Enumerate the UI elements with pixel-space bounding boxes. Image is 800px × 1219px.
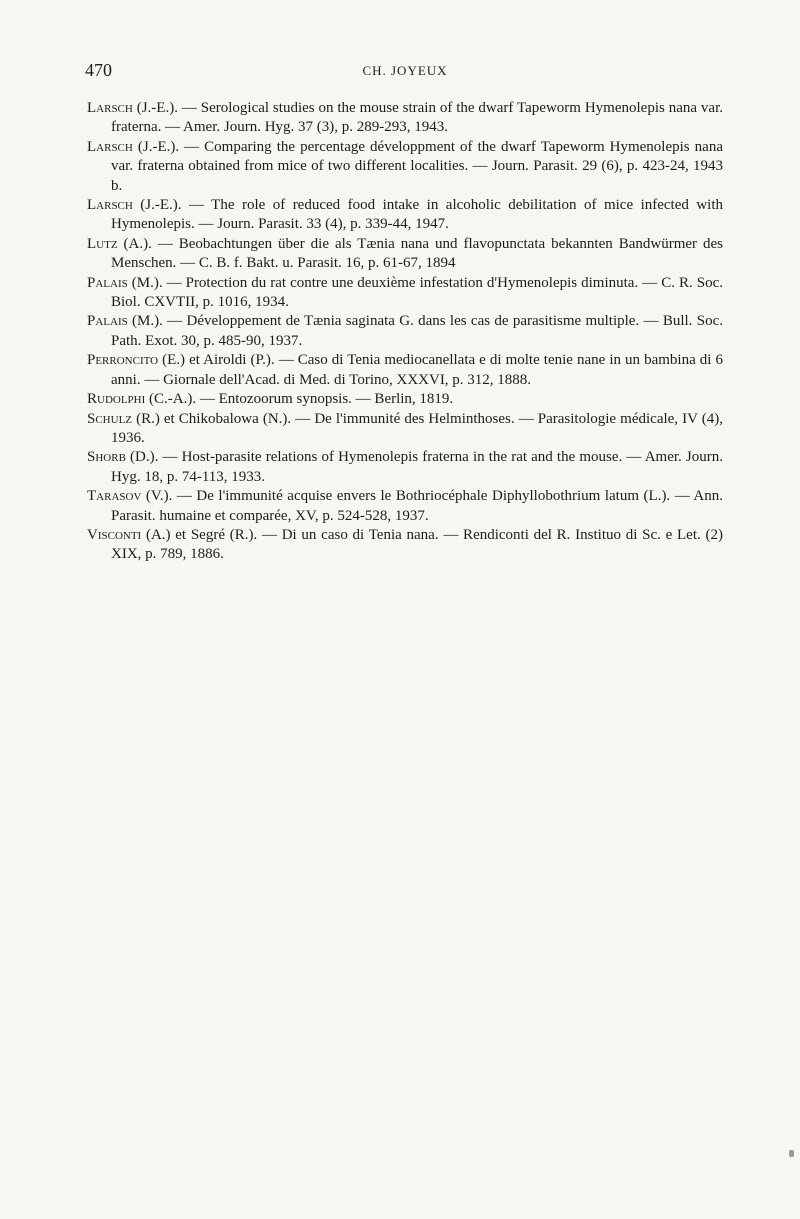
reference-text: (D.). — Host-parasite relations of Hymenolepis fraterna in the rat and the mouse. — Amer. Journ. Hyg. 18, p. 74-113, 1933.	[111, 449, 723, 485]
reference-text: (J.-E.). — Comparing the percentage développment of the dwarf Tapeworm Hymenolepis nana var. fraterna obtained from mice of two different localities. — Journ. Parasit. 29 (6), p. 423-24, 1943 b.	[111, 138, 723, 194]
reference-text: (J.-E.). — The role of reduced food intake in alcoholic debilitation of mice infected with Hymenolepis. — Journ. Parasit. 33 (4), p. 339-44, 1947.	[111, 197, 723, 233]
reference-entry	[87, 274, 723, 313]
reference-author: Rudolphi	[87, 391, 146, 408]
reference-entry	[87, 99, 723, 138]
page-number: 470	[85, 60, 112, 80]
reference-text: (M.). — Développement de Tænia saginata G. dans les cas de parasitisme multiple. — Bull. Soc. Path. Exot. 30, p. 485-90, 1937.	[111, 313, 723, 349]
reference-entry	[87, 448, 723, 487]
reference-text: (J.-E.). — Serological studies on the mouse strain of the dwarf Tapeworm Hymenolepis nana var. fraterna. — Amer. Journ. Hyg. 37 (3), p. 289-293, 1943.	[111, 100, 723, 136]
reference-list	[87, 99, 723, 565]
reference-author: Larsch	[87, 100, 133, 116]
page-header	[85, 60, 725, 82]
reference-author: Tarasov	[87, 488, 142, 505]
reference-author: Lutz	[87, 235, 118, 252]
running-head: CH. JOYEUX	[362, 63, 448, 78]
reference-author: Palais	[87, 274, 128, 291]
reference-text: (M.). — Protection du rat contre une deuxième infestation d'Hymenolepis diminuta. — C. R. Soc. Biol. CXVTII, p. 1016, 1934.	[111, 274, 723, 311]
reference-author: Visconti	[87, 526, 142, 543]
reference-entry	[87, 410, 723, 449]
reference-text: (R.) et Chikobalowa (N.). — De l'immunité des Helminthoses. — Parasitologie médicale, IV (4), 1936.	[111, 410, 723, 446]
reference-text: (A.) et Segré (R.). — Di un caso di Tenia nana. — Rendiconti del R. Instituo di Sc. e Let. (2) XIX, p. 789, 1886.	[111, 526, 723, 563]
reference-text: (A.). — Beobachtungen über die als Tænia nana und flavopunctata bekannten Bandwürmer des Menschen. — C. B. f. Bakt. u. Parasit. 16, p. 61-67, 1894	[111, 235, 723, 272]
reference-text: (V.). — De l'immunité acquise envers le Bothriocéphale Diphyllobothrium latum (L.). — Ann. Parasit. humaine et comparée, XV, p. 524-528, 1937.	[111, 488, 723, 524]
reference-entry	[87, 390, 723, 409]
reference-author: Perroncito	[87, 352, 159, 369]
reference-entry	[87, 487, 723, 526]
reference-entry	[87, 526, 723, 565]
reference-text: (E.) et Airoldi (P.). — Caso di Tenia mediocanellata e di molte tenie nane in un bambina di 6 anni. — Giornale dell'Acad. di Med. di Torino, XXXVI, p. 312, 1888.	[111, 352, 723, 388]
reference-entry	[87, 235, 723, 274]
reference-entry	[87, 196, 723, 235]
reference-text: (C.-A.). — Entozoorum synopsis. — Berlin, 1819.	[145, 391, 454, 408]
reference-author: Larsch	[87, 138, 133, 155]
reference-entry	[87, 138, 723, 196]
reference-entry	[87, 351, 723, 390]
reference-author: Larsch	[87, 197, 133, 214]
reference-author: Shorb	[87, 449, 126, 466]
reference-author: Palais	[87, 313, 128, 330]
reference-entry	[87, 312, 723, 351]
reference-author: Schulz	[87, 410, 133, 427]
scan-mark	[789, 1150, 794, 1157]
